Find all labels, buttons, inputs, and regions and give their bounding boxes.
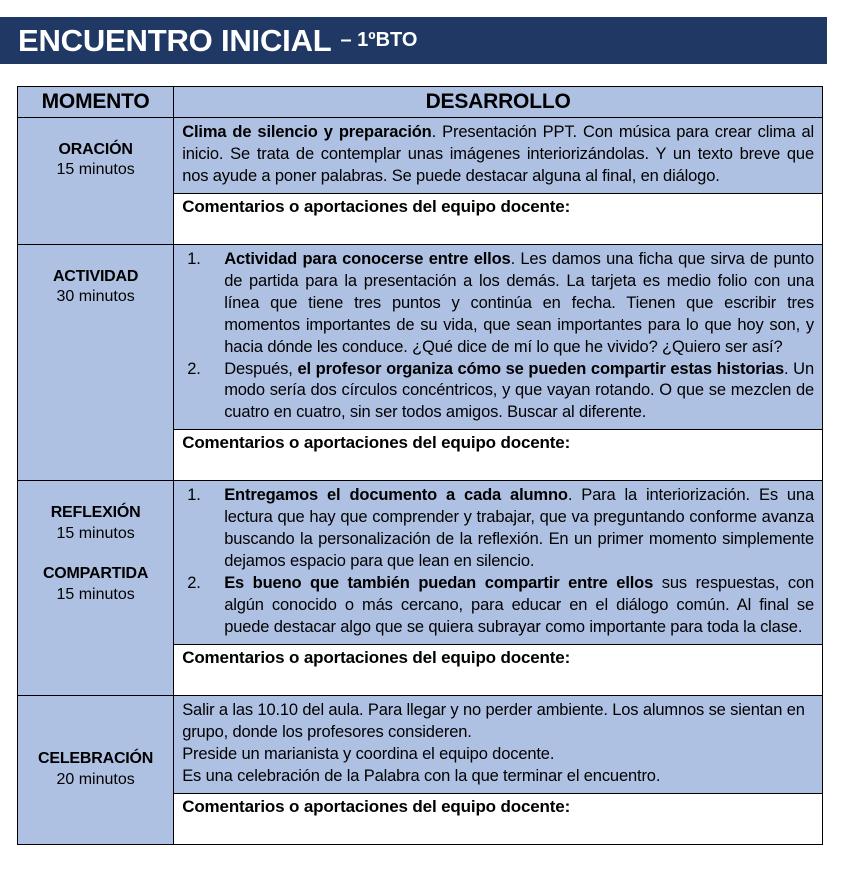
list-item-number: 1. <box>187 486 201 505</box>
table-row <box>18 244 823 430</box>
comment-label: Comentarios o aportaciones del equipo docente: <box>182 196 571 216</box>
session-plan-table <box>17 86 823 845</box>
table-header-row <box>18 87 823 118</box>
comment-input-area[interactable] <box>182 217 814 241</box>
desarrollo-cell-oracion <box>174 118 823 194</box>
momento-name: CELEBRACIÓN <box>38 750 154 768</box>
desarrollo-list <box>182 485 814 639</box>
momento-time-secondary: 15 minutos <box>56 585 135 603</box>
momento-cell-oracion <box>18 118 174 245</box>
desarrollo-text: . Presentación PPT. Con música para crear clima al inicio. Se trata de contemplar unas imágenes interiorizándolas. Y un texto breve que nos ayude a poner palabras. Se puede destacar alguna al final, en diálogo. <box>182 123 814 185</box>
list-item <box>182 485 814 573</box>
document-title-banner <box>0 17 827 64</box>
table-row <box>18 481 823 645</box>
desarrollo-line: Preside un marianista y coordina el equipo docente. <box>182 744 555 763</box>
momento-time: 20 minutos <box>56 770 135 788</box>
list-item <box>182 573 814 639</box>
comment-input-area[interactable] <box>182 668 814 692</box>
list-item-bold: Actividad para conocerse entre ellos <box>224 249 511 268</box>
desarrollo-cell-actividad <box>174 244 823 430</box>
desarrollo-cell-reflexion <box>174 481 823 645</box>
list-item-bold: Es bueno que también puedan compartir entre ellos <box>224 574 654 593</box>
momento-name-secondary: COMPARTIDA <box>42 565 149 583</box>
comment-cell-actividad[interactable] <box>174 430 823 481</box>
desarrollo-cell-celebracion <box>174 695 823 793</box>
momento-time: 15 minutos <box>56 524 135 542</box>
table-row <box>18 118 823 194</box>
list-item-bold: el profesor organiza cómo se pueden compartir estas historias <box>297 359 785 378</box>
momento-cell-actividad <box>18 244 174 481</box>
list-item <box>182 359 814 425</box>
momento-time: 30 minutos <box>56 288 135 306</box>
document-subtitle: – 1ºBTO <box>340 29 418 51</box>
momento-cell-reflexion <box>18 481 174 696</box>
list-item <box>182 249 814 359</box>
desarrollo-line: Es una celebración de la Palabra con la que terminar el encuentro. <box>182 766 661 785</box>
comment-label: Comentarios o aportaciones del equipo docente: <box>182 796 571 816</box>
column-header-momento: MOMENTO <box>18 87 174 118</box>
table-row <box>18 695 823 793</box>
momento-spacer <box>18 544 173 564</box>
desarrollo-list <box>182 249 814 425</box>
document-title: ENCUENTRO INICIAL <box>18 22 332 58</box>
list-item-post: sus respuestas, con algún conocido o más cercano, para educar en el diálogo común. Al final se puede destacar algo que se quiera subrayar como importante para toda la clase. <box>224 574 814 636</box>
momento-name: ACTIVIDAD <box>52 267 139 285</box>
comment-input-area[interactable] <box>182 817 814 841</box>
comment-input-area[interactable] <box>182 453 814 477</box>
list-item-number: 1. <box>187 249 201 268</box>
momento-name: ORACIÓN <box>58 141 133 158</box>
list-item-bold: Entregamos el documento a cada alumno <box>224 486 568 505</box>
comment-label: Comentarios o aportaciones del equipo docente: <box>182 433 571 453</box>
list-item-post: . Para la interiorización. Es una lectura que hay que comprender y trabajar, que va preguntando conforme avanza buscando la personalización de la reflexión. En un primer momento simplemente dejamos espacio para que lean en silencio. <box>224 486 814 571</box>
momento-name: REFLEXIÓN <box>50 504 141 522</box>
comment-cell-reflexion[interactable] <box>174 644 823 695</box>
list-item-number: 2. <box>187 574 201 593</box>
comment-label: Comentarios o aportaciones del equipo docente: <box>182 647 571 667</box>
desarrollo-lead-bold: Clima de silencio y preparación <box>182 123 432 141</box>
list-item-post: . Les damos una ficha que sirva de punto de partida para la presentación a los demás. La tarjeta es medio folio con una línea que tiene tres puntos y continúa en fecha. Tienen que escribir tres momentos importantes de su vida, que sean importantes para lo que hoy son, y hacia dónde les conduce. ¿Qué dice de mí lo que he vivido? ¿Quiero ser así? <box>224 249 814 356</box>
list-item-post: . Un modo sería dos círculos concéntricos, y que vayan rotando. O que se mezclen de cuatro en cuatro, sin ser todos amigos. Buscar al diferente. <box>224 359 814 422</box>
column-header-desarrollo: DESARROLLO <box>174 87 823 118</box>
comment-cell-celebracion[interactable] <box>174 793 823 844</box>
momento-time: 15 minutos <box>56 161 135 179</box>
list-item-number: 2. <box>187 359 201 378</box>
comment-cell-oracion[interactable] <box>174 193 823 244</box>
desarrollo-line: Salir a las 10.10 del aula. Para llegar y no perder ambiente. Los alumnos se sientan en grupo, donde los profesores consideren. <box>182 700 805 741</box>
desarrollo-paragraph <box>182 122 814 188</box>
list-item-pre: Después, <box>224 359 298 378</box>
momento-cell-celebracion <box>18 695 174 844</box>
